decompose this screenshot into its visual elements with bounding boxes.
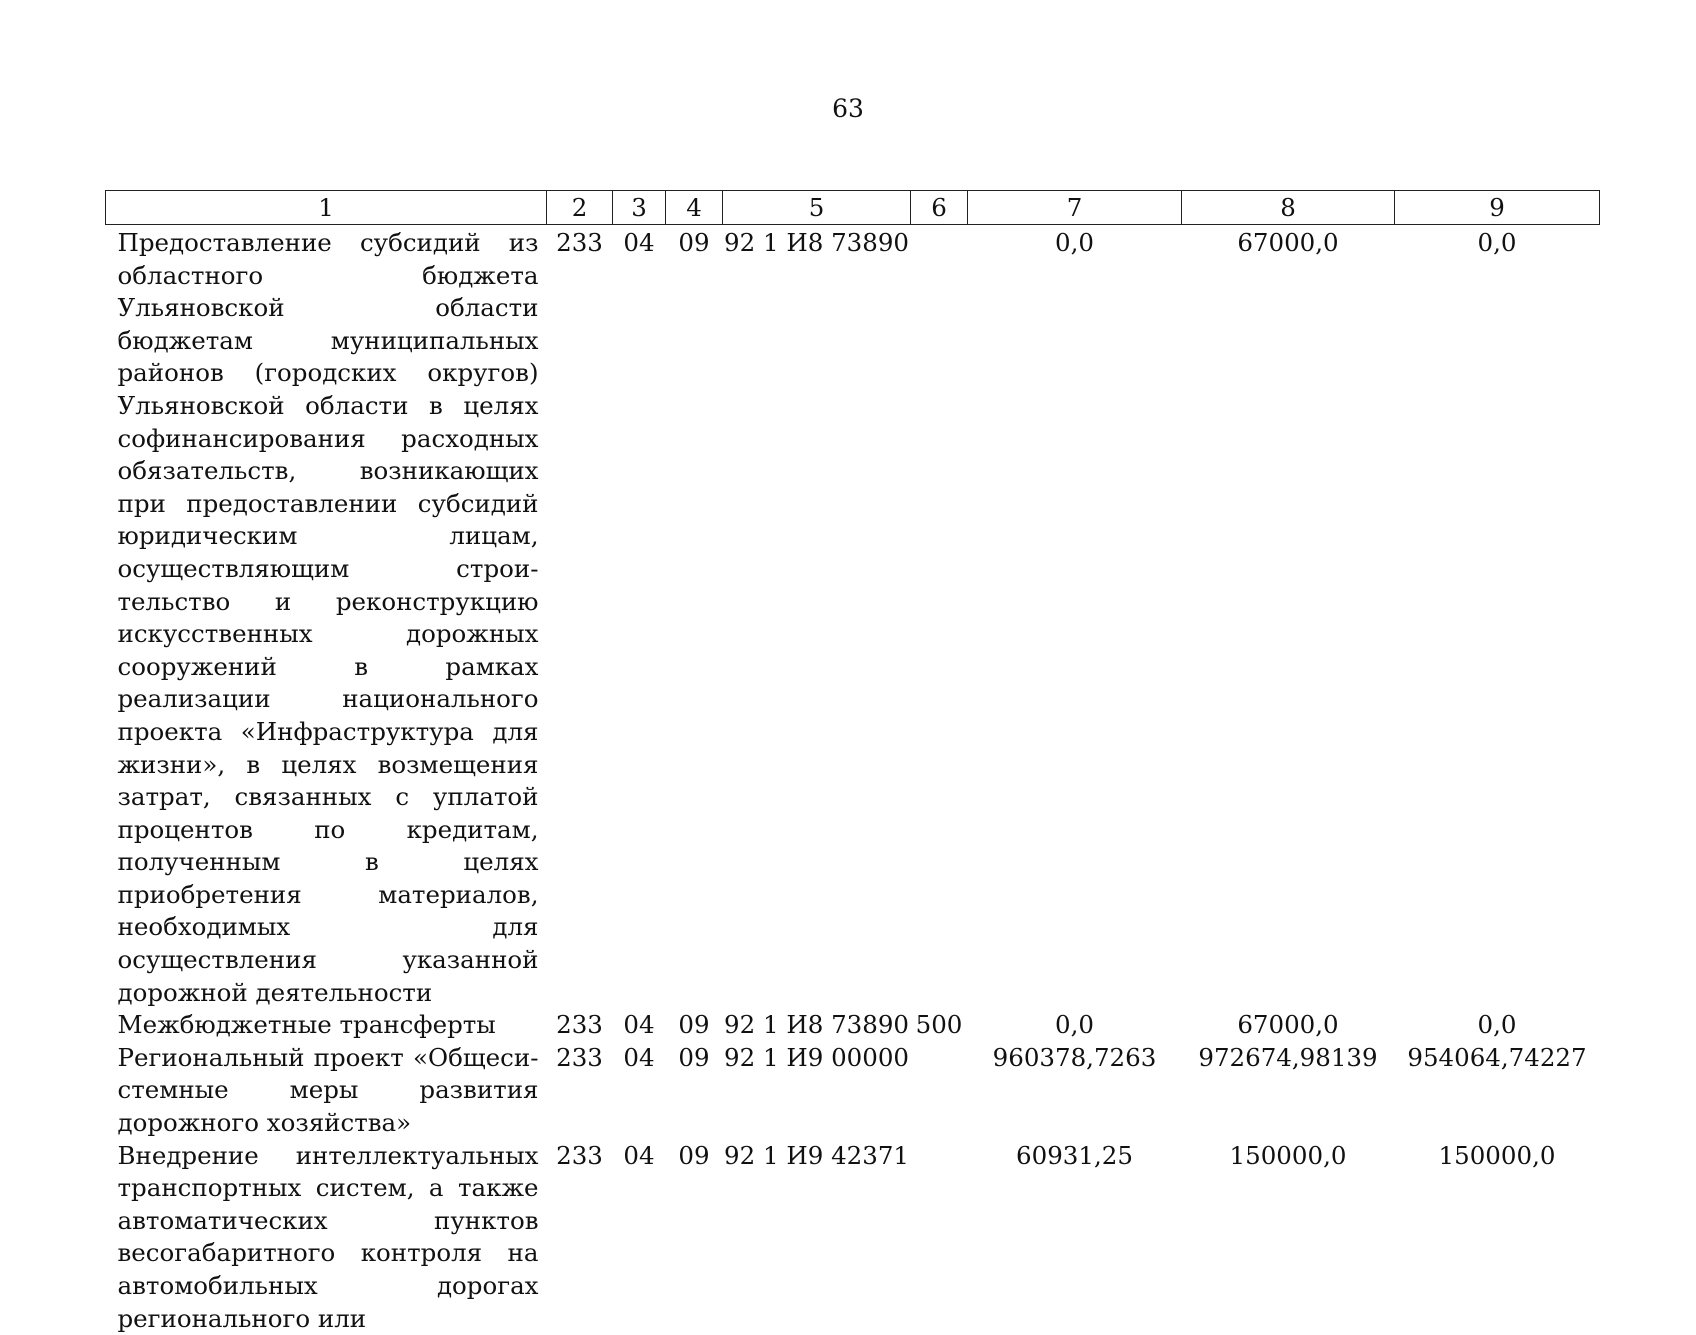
cell-col2: 233 [556, 1010, 603, 1040]
cell-col8: 67000,0 [1237, 228, 1339, 257]
cell-col3: 04 [623, 1140, 655, 1170]
column-header-5: 5 [723, 191, 911, 225]
cell-col9: 0,0 [1477, 1010, 1517, 1040]
column-header-1: 1 [106, 191, 547, 225]
header-row [106, 191, 1600, 225]
cell-col8: 972674,98139 [1198, 1042, 1378, 1072]
cell-col9: 150000,0 [1438, 1140, 1556, 1170]
cell-col6 [911, 1140, 968, 1335]
cell-col6 [911, 1042, 968, 1140]
column-header-7: 7 [968, 191, 1182, 225]
column-header-4: 4 [666, 191, 723, 225]
cell-col5: 92 1 И8 73890 [723, 1010, 910, 1040]
column-header-6: 6 [911, 191, 968, 225]
cell-col3: 04 [623, 228, 655, 257]
table-row [106, 225, 1600, 1010]
column-header-8: 8 [1182, 191, 1395, 225]
row-description: Внедрение интеллектуальных транспортных систем, а также автоматических пунктов весогабаритного контроля на автомобильных дорогах регионального или [117, 1140, 539, 1333]
page-number: 63 [832, 94, 864, 123]
cell-col3: 04 [623, 1042, 655, 1072]
row-description: Региональный проект «Общесистемные меры развития дорожного хозяйства» [117, 1042, 539, 1138]
cell-col7: 0,0 [1055, 228, 1094, 257]
cell-col6: 500 [915, 1010, 963, 1040]
cell-col2: 233 [556, 228, 603, 257]
cell-col4: 09 [678, 1140, 710, 1170]
column-header-2: 2 [547, 191, 613, 225]
cell-col7: 0,0 [1055, 1010, 1094, 1040]
table-row [106, 1009, 1600, 1042]
cell-col6 [911, 225, 968, 1010]
cell-col5: 92 1 И8 73890 [723, 228, 910, 257]
table-row [106, 1042, 1600, 1140]
cell-col9: 0,0 [1477, 228, 1517, 257]
cell-col4: 09 [678, 228, 710, 257]
table-row [106, 1140, 1600, 1335]
cell-col9: 954064,74227 [1407, 1042, 1587, 1072]
row-description: Предоставление субсидий из областного бюджета Ульяновской области бюджетам муниципальных районов (городских округов) Ульяновской области в целях софинансирования расходных обязательств, возникающих при предоставлении субсидий юридическим лицам, осуществляющим строительство и реконструкцию искусственных дорожных сооружений в рамках реализации национального проекта «Инфраструктура для жизни», в целях возмещения затрат, связанных с уплатой процентов по кредитам, полученным в целях приобретения материалов, необходимых для осуществления указанной дорожной деятельности [117, 228, 539, 1007]
row-description: Межбюджетные трансферты [117, 1010, 496, 1040]
cell-col2: 233 [556, 1042, 603, 1072]
cell-col2: 233 [556, 1140, 603, 1170]
cell-col8: 67000,0 [1237, 1010, 1339, 1040]
cell-col7: 960378,7263 [992, 1042, 1157, 1072]
cell-col3: 04 [623, 1010, 655, 1040]
column-header-9: 9 [1395, 191, 1600, 225]
budget-table [105, 190, 1600, 1335]
cell-col5: 92 1 И9 42371 [723, 1140, 910, 1170]
cell-col7: 60931,25 [1016, 1140, 1133, 1170]
cell-col4: 09 [678, 1042, 710, 1072]
column-header-3: 3 [613, 191, 666, 225]
cell-col4: 09 [678, 1010, 710, 1040]
cell-col5: 92 1 И9 00000 [723, 1042, 910, 1072]
cell-col8: 150000,0 [1229, 1140, 1347, 1170]
